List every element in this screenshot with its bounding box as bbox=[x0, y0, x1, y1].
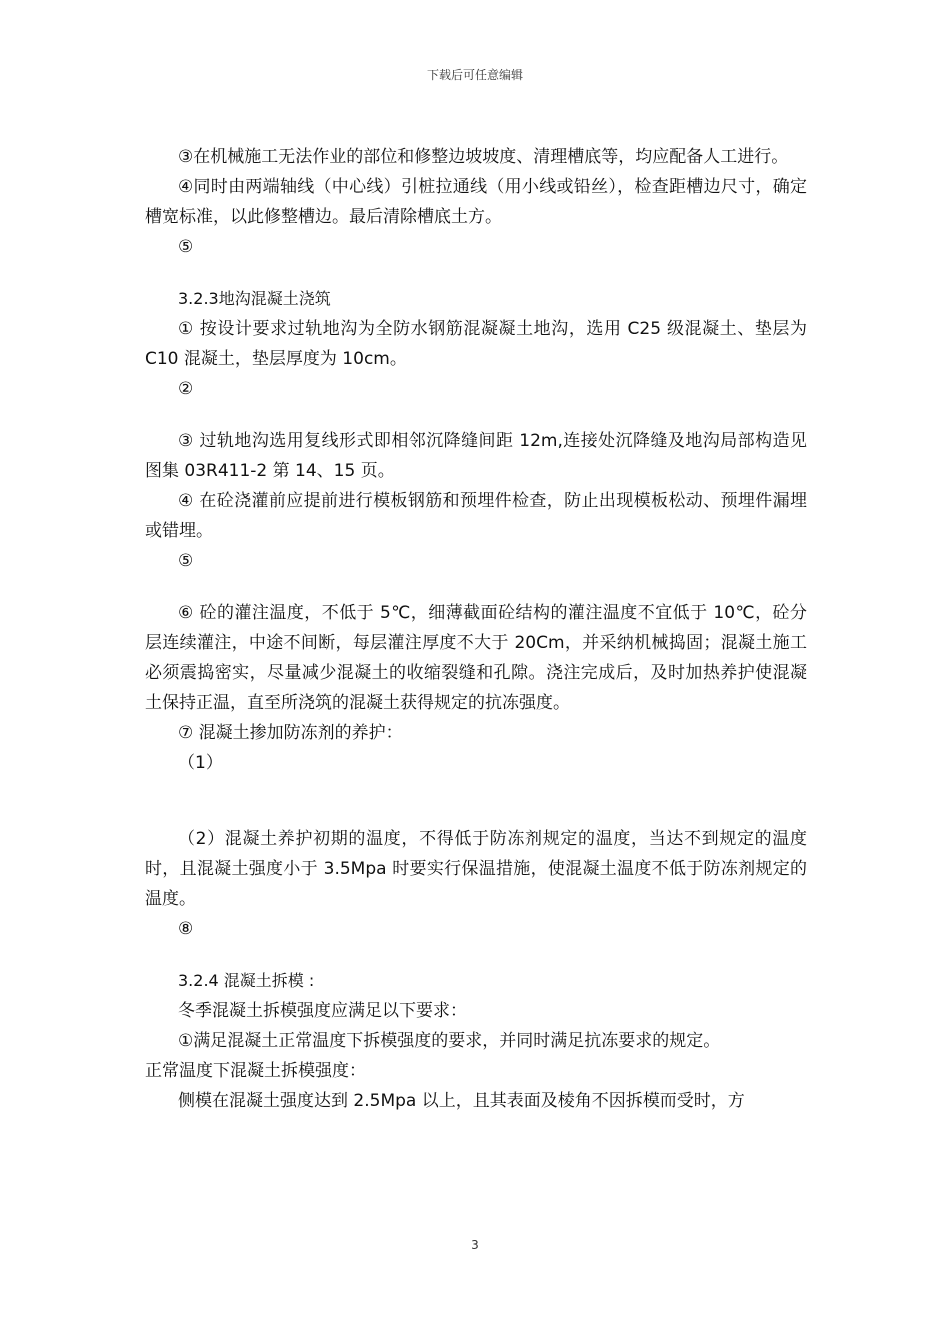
document-body bbox=[145, 142, 807, 1116]
paragraph: ⑦ 混凝土掺加防冻剂的养护： bbox=[178, 723, 403, 743]
paragraph: ② bbox=[178, 379, 194, 399]
paragraph: ③在机械施工无法作业的部位和修整边坡坡度、清理槽底等，均应配备人工进行。 bbox=[178, 147, 789, 167]
paragraph: ⑥ 砼的灌注温度，不低于 5℃，细薄截面砼结构的灌注温度不宜低于 10℃，砼分层连续灌注，中途不间断，每层灌注厚度不大于 20Cm，并采纳机械捣固；混凝土施工必须震捣密实，尽量减少混凝土的收缩裂缝和孔隙。浇注完成后，及时加热养护使混凝土保持正温，直至所浇筑的混凝土获得规定的抗冻强度。 bbox=[145, 603, 807, 713]
paragraph: ⑧ bbox=[178, 919, 194, 939]
paragraph: （1） bbox=[178, 753, 223, 773]
page-header: 下载后可任意编辑 bbox=[426, 68, 523, 82]
spacer bbox=[145, 778, 807, 824]
paragraph: ④ 在砼浇灌前应提前进行模板钢筋和预埋件检查，防止出现模板松动、预埋件漏埋或错埋。 bbox=[145, 491, 807, 541]
paragraph: ① 按设计要求过轨地沟为全防水钢筋混凝凝土地沟，选用 C25 级混凝土、垫层为 C10 混凝土，垫层厚度为 10cm。 bbox=[145, 319, 807, 369]
section-heading: 3.2.3地沟混凝土浇筑 bbox=[178, 289, 331, 308]
paragraph: 正常温度下混凝土拆模强度： bbox=[145, 1061, 366, 1081]
paragraph: ①满足混凝土正常温度下拆模强度的要求，并同时满足抗冻要求的规定。 bbox=[178, 1031, 721, 1051]
section-heading: 3.2.4 混凝土拆模 : bbox=[178, 971, 315, 990]
spacer bbox=[145, 404, 807, 426]
spacer bbox=[145, 262, 807, 284]
paragraph: ④同时由两端轴线（中心线）引桩拉通线（用小线或铅丝），检查距槽边尺寸，确定槽宽标准，以此修整槽边。最后清除槽底土方。 bbox=[145, 177, 807, 227]
paragraph: 侧模在混凝土强度达到 2.5Mpa 以上，且其表面及棱角不因拆模而受时，方 bbox=[178, 1091, 745, 1111]
paragraph: ③ 过轨地沟选用复线形式即相邻沉降缝间距 12m,连接处沉降缝及地沟局部构造见图集 03R411-2 第 14、15 页。 bbox=[145, 431, 807, 481]
paragraph: （2）混凝土养护初期的温度，不得低于防冻剂规定的温度，当达不到规定的温度时，且混凝土强度小于 3.5Mpa 时要实行保温措施，使混凝土温度不低于防冻剂规定的温度。 bbox=[145, 829, 807, 909]
paragraph: ⑤ bbox=[178, 551, 194, 571]
spacer bbox=[145, 576, 807, 598]
page-number: 3 bbox=[471, 1238, 479, 1252]
paragraph: 冬季混凝土拆模强度应满足以下要求： bbox=[178, 1001, 467, 1021]
paragraph: ⑤ bbox=[178, 237, 194, 257]
spacer bbox=[145, 944, 807, 966]
